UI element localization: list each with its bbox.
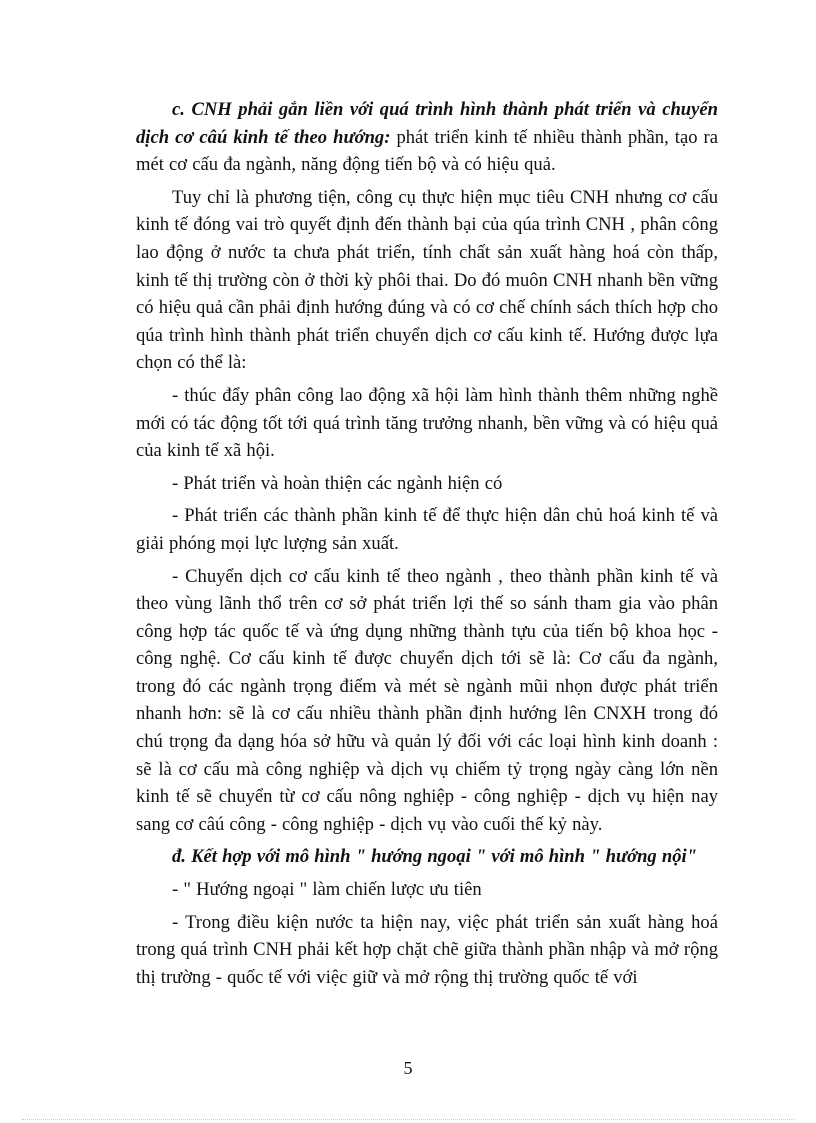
page-body: [136, 96, 718, 996]
paragraph-current-conditions: - Trong điều kiện nước ta hiện nay, việc phát triển sản xuất hàng hoá trong quá trình CNH phải kết hợp chặt chẽ giữa thành phần nhập và mở rộng thị trường - quốc tế với việc giữ và mở rộng thị trường quốc tế với: [136, 911, 718, 988]
bullet-labor-division: - thúc đẩy phân công lao động xã hội làm hình thành thêm những nghề mới có tác động tốt tới quá trình tăng trưởng nhanh, bền vững và có hiệu quả của kinh tế xã hội.: [136, 384, 718, 462]
page-bottom-divider: [22, 1119, 794, 1120]
section-d-heading: đ. Kết hợp với mô hình " hướng ngoại " với mô hình " hướng nội": [172, 846, 697, 868]
section-c-paragraph: [136, 96, 718, 179]
bullet-structure-shift: - Chuyển dịch cơ cấu kinh tế theo ngành , theo thành phần kinh tế và theo vùng lãnh thổ trên cơ sở phát triển lợi thế so sánh tham gia vào phân công hợp tác quốc tế và ứng dụng những thành tựu của tiến bộ khoa học - công nghệ. Cơ cấu kinh tế được chuyển dịch tới sẽ là: Cơ cấu đa ngành, trong đó các ngành trọng điểm và mét sè ngành mũi nhọn được phát triển nhanh hơn: sẽ là cơ cấu nhiều thành phần định hướng lên CNXH trong đó chú trọng đa dạng hóa sở hữu và quản lý đối với các loại hình kinh doanh : sẽ là cơ cấu mà công nghiệp và dịch vụ chiếm tỷ trọng ngày càng lớn nền kinh tế sẽ chuyển từ cơ cấu nông nghiệp - công nghiệp - dịch vụ hiện nay sang cơ câú công - công nghiệp - dịch vụ vào cuối thế kỷ này.: [136, 565, 718, 835]
paragraph-restructuring-role: Tuy chỉ là phương tiện, công cụ thực hiện mục tiêu CNH nhưng cơ cấu kinh tế đóng vai trò quyết định đến thành bại của qúa trình CNH , phân công lao động ở nước ta chưa phát triển, tính chất sản xuất hàng hoá còn thấp, kinh tế thị trường còn ở thời kỳ phôi thai. Do đó muôn CNH nhanh bền vững có hiệu quả cần phải định hướng đúng và có cơ chế chính sách thích hợp cho qúa trình hình thành phát triển chuyển dịch cơ cấu kinh tế. Hướng được lựa chọn có thể là:: [136, 186, 718, 374]
section-c-text: phát triển kinh tế nhiều thành phần, tạo ra mét cơ cấu đa ngành, năng động tiến bộ và có hiệu quả.: [136, 126, 719, 176]
bullet-develop-industries: - Phát triển và hoàn thiện các ngành hiện có: [172, 472, 503, 494]
section-c-heading: c. CNH phải gắn liền với quá trình hình thành phát triển và chuyển dịch cơ câú kinh tế theo hướng:: [136, 99, 718, 148]
bullet-outward-priority: - " Hướng ngoại " làm chiến lược ưu tiên: [172, 879, 482, 901]
bullet-economic-sectors: - Phát triển các thành phần kinh tế để thực hiện dân chủ hoá kinh tế và giải phóng mọi lực lượng sản xuất.: [136, 505, 718, 554]
page-number: 5: [403, 1058, 413, 1078]
